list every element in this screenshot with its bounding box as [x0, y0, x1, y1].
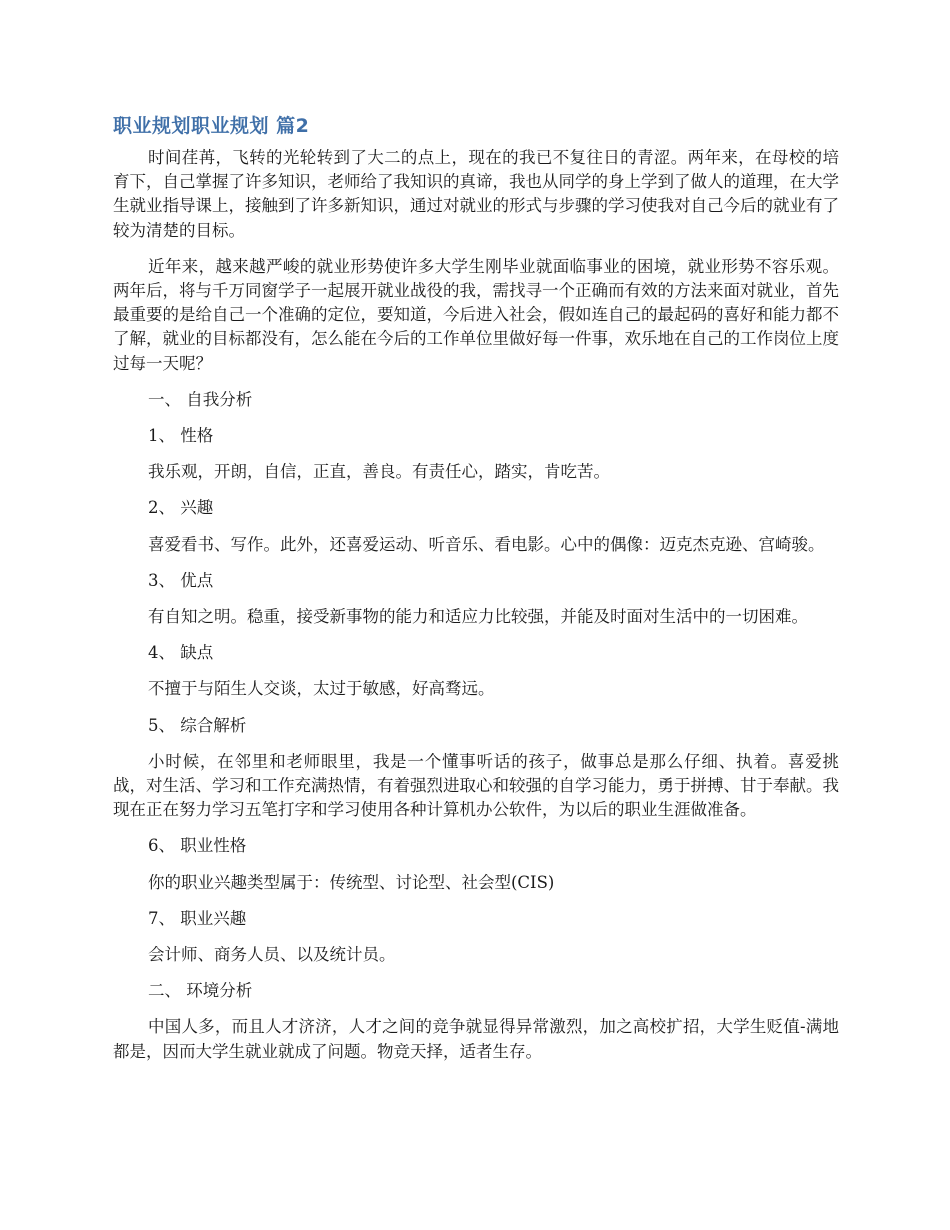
paragraph-context: 近年来，越来越严峻的就业形势使许多大学生刚毕业就面临事业的困境，就业形势不容乐观。两年后，将与千万同窗学子一起展开就业战役的我，需找寻一个正确而有效的方法来面对就业，首先最重要的是给自己一个准确的定位，要知道，今后进入社会，假如连自己的最起码的喜好和能力都不了解，就业的目标都没有，怎么能在今后的工作单位里做好每一件事，欢乐地在自己的工作岗位上度过每一天呢？	[113, 256, 839, 373]
subheading-career-interests: 7、 职业兴趣	[148, 908, 247, 928]
subheading-career-personality: 6、 职业性格	[148, 836, 247, 856]
subheading-interests: 2、 兴趣	[148, 498, 214, 518]
paragraph-weaknesses: 不擅于与陌生人交谈，太过于敏感，好高骛远。	[148, 679, 495, 699]
paragraph-strengths: 有自知之明。稳重，接受新事物的能力和适应力比较强，并能及时面对生活中的一切困难。	[148, 607, 808, 627]
paragraph-career-interests: 会计师、商务人员、以及统计员。	[148, 945, 396, 965]
subheading-personality: 1、 性格	[148, 426, 214, 446]
paragraph-career-personality: 你的职业兴趣类型属于：传统型、讨论型、社会型(CIS)	[148, 872, 555, 892]
subheading-summary: 5、 综合解析	[148, 715, 247, 735]
paragraph-interests: 喜爱看书、写作。此外，还喜爱运动、听音乐、看电影。心中的偶像：迈克杰克逊、宫崎骏。	[148, 534, 825, 554]
section-heading-environment: 二、 环境分析	[148, 981, 253, 1001]
document-title: 职业规划职业规划 篇2	[113, 115, 310, 137]
subheading-strengths: 3、 优点	[148, 570, 214, 590]
paragraph-environment: 中国人多，而且人才济济，人才之间的竞争就显得异常激烈，加之高校扩招，大学生贬值-满地都是，因而大学生就业就成了问题。物竞天择，适者生存。	[113, 1017, 839, 1061]
paragraph-summary: 小时候，在邻里和老师眼里，我是一个懂事听话的孩子，做事总是那么仔细、执着。喜爱挑战，对生活、学习和工作充满热情，有着强烈进取心和较强的自学习能力，勇于拼搏、甘于奉献。我现在正在努力学习五笔打字和学习使用各种计算机办公软件，为以后的职业生涯做准备。	[113, 751, 839, 820]
section-heading-self-analysis: 一、 自我分析	[148, 389, 253, 409]
document-page	[113, 112, 839, 1076]
paragraph-intro: 时间荏苒，飞转的光轮转到了大二的点上，现在的我已不复往日的青涩。两年来，在母校的培育下，自己掌握了许多知识，老师给了我知识的真谛，我也从同学的身上学到了做人的道理，在大学生就业指导课上，接触到了许多新知识，通过对就业的形式与步骤的学习使我对自己今后的就业有了较为清楚的目标。	[113, 148, 839, 240]
paragraph-personality: 我乐观，开朗，自信，正直，善良。有责任心，踏实，肯吃苦。	[148, 462, 610, 482]
subheading-weaknesses: 4、 缺点	[148, 643, 214, 663]
